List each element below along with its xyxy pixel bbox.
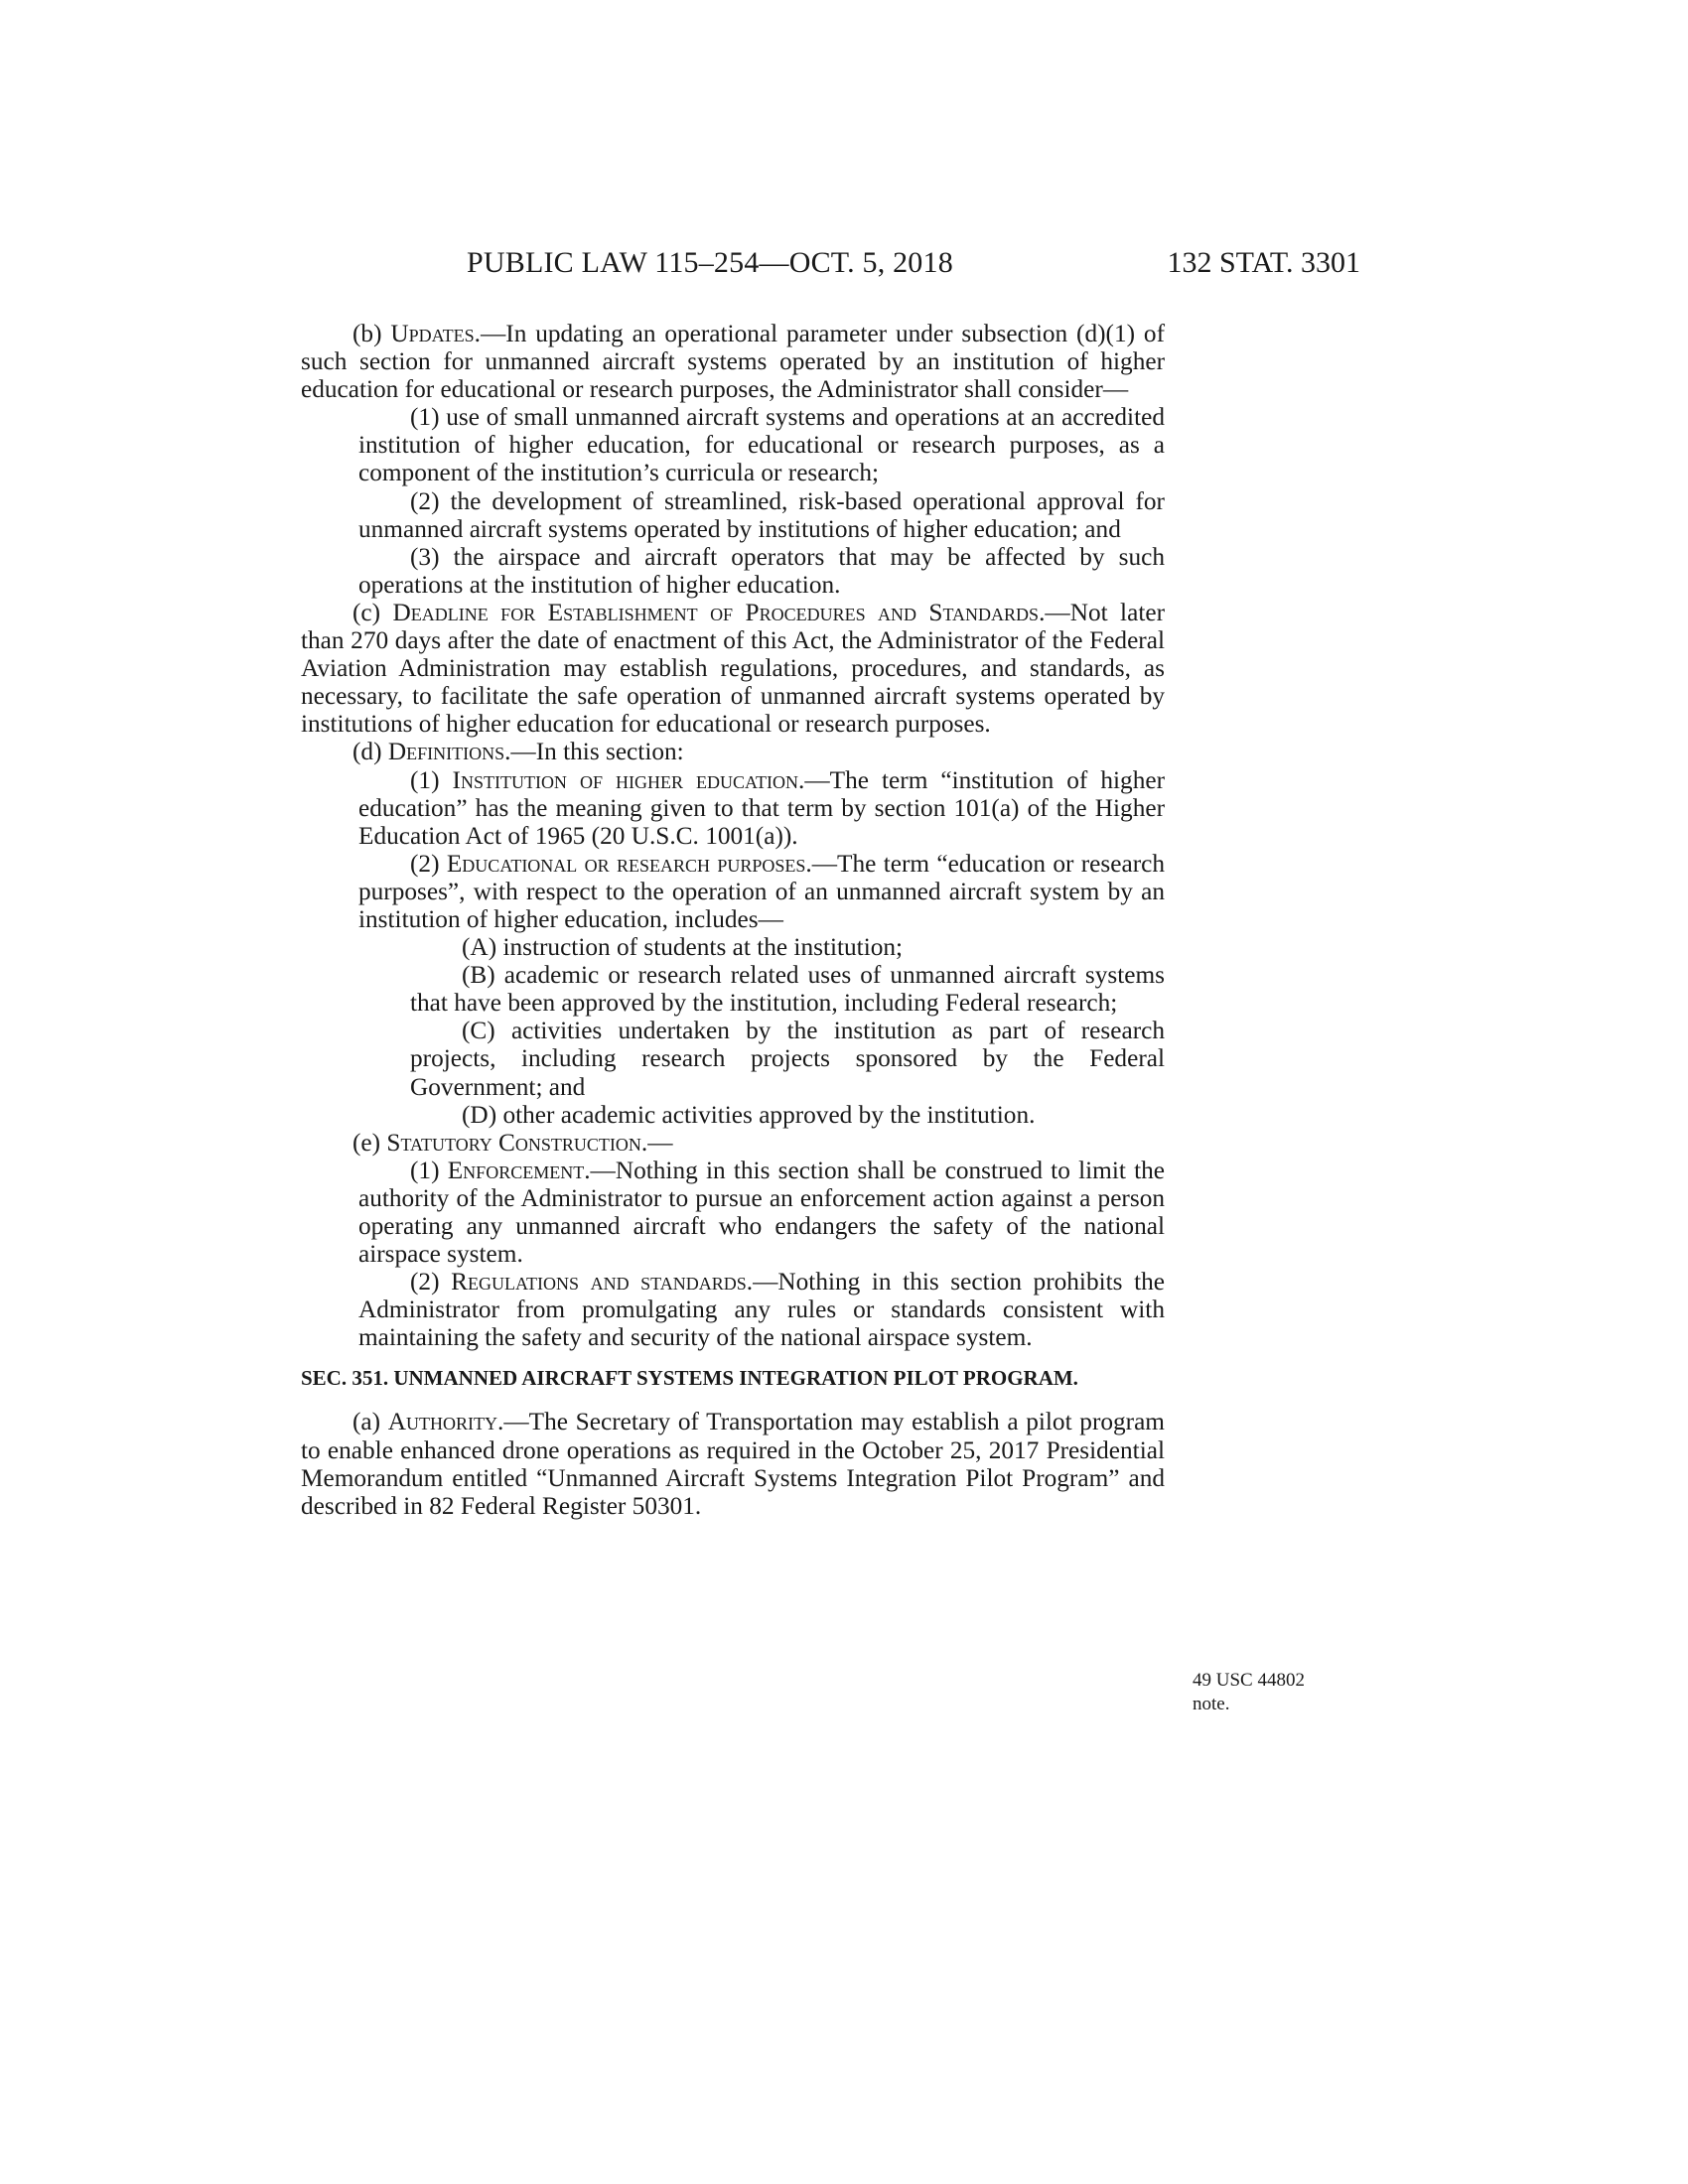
subsection-c: (c) Deadline for Establishment of Procedures and Standards.—Not later than 270 days after the date of enactment of this Act, the Administrator of the Federal Aviation Administration may establish regulations, procedures, and standards, as necessary, to facilitate the safe operation of unmanned aircraft systems operated by institutions of higher education for educational or research purposes. xyxy=(301,598,1165,739)
subparagraph-d2b: (B) academic or research related uses of unmanned aircraft systems that have been approved by the institution, including Federal research; xyxy=(410,961,1165,1018)
paragraph-d2: (2) Educational or research purposes.—The term “education or research purposes”, with respect to the operation of an unmanned aircraft system by an institution of higher education, includes— xyxy=(358,849,1166,933)
page-header xyxy=(298,246,1360,290)
subsection-heading: Deadline for Establishment of Procedures and Standards xyxy=(392,598,1040,626)
section-heading: SEC. 351. UNMANNED AIRCRAFT SYSTEMS INTEGRATION PILOT PROGRAM. xyxy=(301,1366,1078,1391)
subsection-heading: Definitions xyxy=(387,738,505,766)
subparagraph-d2c: (C) activities undertaken by the institution as part of research projects, including research projects sponsored by the Federal Government; and xyxy=(410,1017,1165,1101)
body-text xyxy=(301,320,1165,1520)
paragraph-heading: Enforcement xyxy=(447,1156,585,1184)
paragraph-heading: Educational or research purposes xyxy=(446,849,806,878)
paragraph-e2: (2) Regulations and standards.—Nothing in this section prohibits the Administrator from promulgating any rules or standards consistent with maintaining the safety and security of the national airspace system. xyxy=(358,1268,1166,1352)
subsection-b: (b) Updates.—In updating an operational parameter under subsection (d)(1) of such section for unmanned aircraft systems operated by an institution of higher education for educational or research purposes, the Administrator shall consider— xyxy=(301,320,1165,404)
paragraph-heading: Regulations and standards xyxy=(451,1268,747,1297)
subsection-351a: (a) Authority.—The Secretary of Transportation may establish a pilot program to enable enhanced drone operations as required in the October 25, 2017 Presidential Memorandum entitled “Unmanned Aircraft Systems Integration Pilot Program” and described in 82 Federal Register 50301. xyxy=(301,1408,1165,1520)
running-head: PUBLIC LAW 115–254—OCT. 5, 2018 xyxy=(467,246,953,279)
subparagraph-d2d: (D) other academic activities approved by the institution. xyxy=(462,1100,1036,1129)
subsection-e: (e) Statutory Construction.— xyxy=(352,1128,673,1157)
paragraph-e1: (1) Enforcement.—Nothing in this section shall be construed to limit the authority of the Administrator to pursue an enforcement action against a person operating any unmanned aircraft who endangers the safety of the national airspace system. xyxy=(358,1156,1166,1269)
statute-citation: 132 STAT. 3301 xyxy=(1167,246,1360,279)
subsection-heading: Updates xyxy=(390,320,475,347)
paragraph-d1: (1) Institution of higher education.—The term “institution of higher education” has the meaning given to that term by section 101(a) of the Higher Education Act of 1965 (20 U.S.C. 1001(a)). xyxy=(358,765,1165,850)
subsection-heading: Statutory Construction xyxy=(386,1128,641,1157)
subparagraph-d2a: (A) instruction of students at the institution; xyxy=(462,933,904,962)
paragraph-b2: (2) the development of streamlined, risk-based operational approval for unmanned aircraft systems operated by institutions of higher education; and xyxy=(358,486,1165,543)
paragraph-b1: (1) use of small unmanned aircraft systems and operations at an accredited institution of higher education, for educational or research purposes, as a component of the institution’s curricula or research; xyxy=(358,403,1165,487)
paragraph-heading: Institution of higher education xyxy=(452,765,799,794)
margin-note: 49 USC 44802 note. xyxy=(1193,1670,1305,1714)
subsection-d: (d) Definitions.—In this section: xyxy=(352,738,684,766)
subsection-heading: Authority xyxy=(387,1408,498,1436)
paragraph-b3: (3) the airspace and aircraft operators that may be affected by such operations at the institution of higher education. xyxy=(358,542,1165,599)
